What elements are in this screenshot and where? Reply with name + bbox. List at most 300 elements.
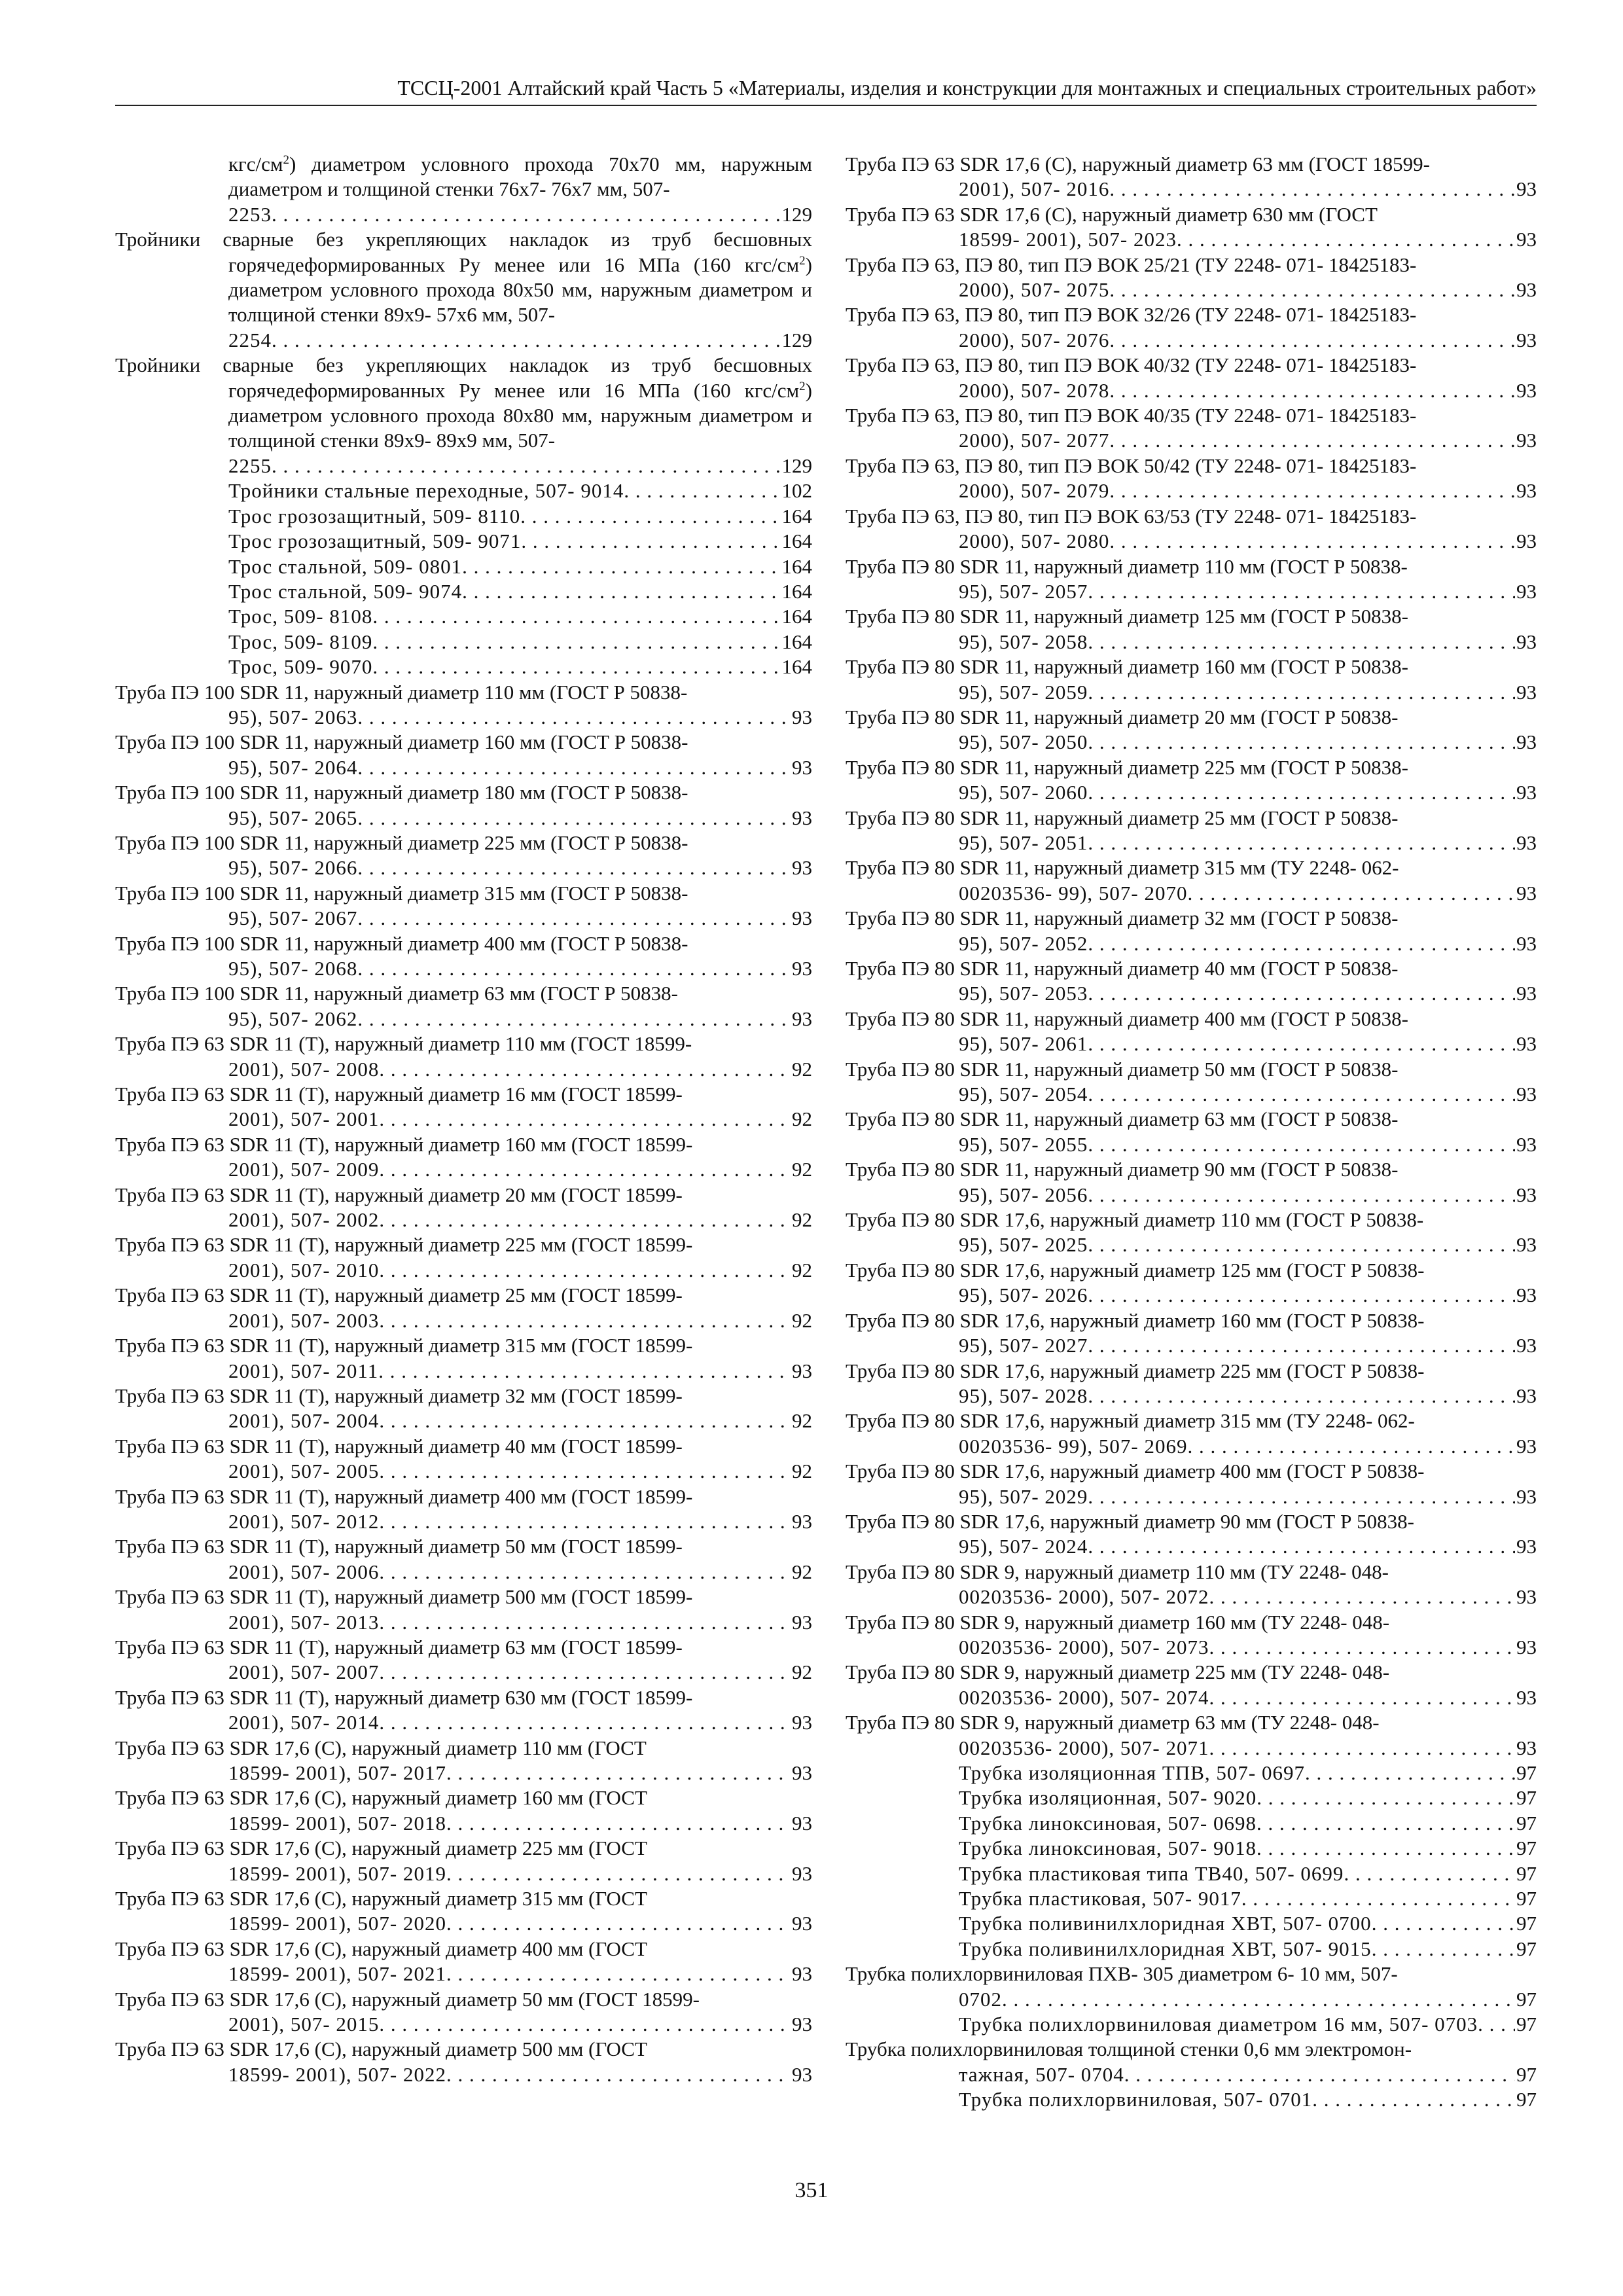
- index-entry-text: Трубка полихлорвиниловая толщиной стенки 0,6 мм электромон-: [846, 2037, 1412, 2061]
- index-entry-text: Труба ПЭ 80 SDR 17,6, наружный диаметр 160 мм (ГОСТ Р 50838-: [846, 1308, 1425, 1332]
- index-entry-line: [228, 579, 812, 604]
- index-entry-tail: 95), 507- 2051 . . .: [959, 831, 1515, 855]
- index-entry-tail: 95), 507- 2061 . . .: [959, 1031, 1515, 1056]
- index-entry-text: Труба ПЭ 80 SDR 17,6, наружный диаметр 125 мм (ГОСТ Р 50838-: [846, 1258, 1425, 1282]
- index-entry-line: [228, 705, 812, 730]
- index-entry-text: Труба ПЭ 63 SDR 17,6 (С), наружный диаметр 63 мм (ГОСТ 18599-: [846, 152, 1430, 175]
- index-entry-tail: 95), 507- 2063 . . .: [228, 705, 791, 730]
- index-entry-line: [228, 1359, 812, 1384]
- index-entry-text: Труба ПЭ 80 SDR 11, наружный диаметр 63 мм (ГОСТ Р 50838-: [846, 1107, 1399, 1131]
- index-entry-line: [959, 2087, 1537, 2112]
- index-entry: [846, 504, 1537, 554]
- index-entry: [846, 554, 1537, 605]
- index-entry-text: Труба ПЭ 63, ПЭ 80, тип ПЭ ВОК 63/53 (ТУ 2248- 071- 18425183-: [846, 504, 1417, 528]
- page-reference: 93: [1516, 1233, 1537, 1257]
- page-reference: 97: [1516, 1887, 1537, 1910]
- index-entry-text: Труба ПЭ 63 SDR 11 (Т), наружный диаметр 630 мм (ГОСТ 18599-: [115, 1685, 693, 1709]
- page-reference: 97: [1516, 1937, 1537, 1960]
- index-entry: [846, 855, 1537, 906]
- index-entry-tail: Трубка линоксиновая, 507- 9018 . . .: [959, 1836, 1515, 1861]
- index-entry-text: Труба ПЭ 63 SDR 11 (Т), наружный диаметр 160 мм (ГОСТ 18599-: [115, 1132, 693, 1156]
- index-entry: [846, 655, 1537, 705]
- index-entry-tail: 00203536- 2000), 507- 2074 . . .: [959, 1685, 1515, 1710]
- index-entry-line: [959, 1534, 1537, 1559]
- index-entry-line: [228, 202, 812, 227]
- index-entry: [115, 1333, 812, 1384]
- index-entry: [115, 981, 812, 1031]
- index-entry: [115, 1132, 812, 1183]
- index-entry: [115, 1082, 812, 1132]
- index-entry-text: Труба ПЭ 63 SDR 11 (Т), наружный диаметр 32 мм (ГОСТ 18599-: [115, 1384, 683, 1407]
- index-entry-tail: Трубка изоляционная ТПВ, 507- 0697 . . .: [959, 1761, 1515, 1785]
- index-entry-line: [959, 1736, 1537, 1761]
- page-reference: 93: [1516, 228, 1537, 251]
- index-entry-tail: 95), 507- 2052 . . .: [959, 931, 1515, 956]
- index-entry: [846, 1660, 1537, 1710]
- index-entry-line: [959, 1635, 1537, 1660]
- page-reference: 93: [1516, 328, 1537, 351]
- index-entry-text: Труба ПЭ 100 SDR 11, наружный диаметр 400 мм (ГОСТ Р 50838-: [115, 931, 688, 955]
- index-entry-text: Труба ПЭ 80 SDR 9, наружный диаметр 225 мм (ТУ 2248- 048-: [846, 1660, 1390, 1684]
- index-entry: [846, 1836, 1537, 1861]
- index-entry-tail: Трубка полихлорвиниловая диаметром 16 мм, 507- 0703 . . .: [959, 2012, 1515, 2037]
- index-entry-tail: 00203536- 2000), 507- 2073 . . .: [959, 1635, 1515, 1660]
- page-reference: 93: [1516, 1334, 1537, 1357]
- page-reference: 93: [792, 755, 812, 779]
- superscript-two: 2: [799, 253, 806, 268]
- index-entry: [115, 478, 812, 503]
- index-entry-line: [228, 1057, 812, 1082]
- index-entry-line: [959, 1183, 1537, 1208]
- index-entry-line: [228, 1208, 812, 1232]
- index-entry: [846, 1937, 1537, 1962]
- index-entry: [115, 730, 812, 780]
- index-entry-tail: 95), 507- 2062 . . .: [228, 1007, 791, 1031]
- index-entry-tail: тажная, 507- 0704 . . .: [959, 2062, 1515, 2087]
- index-entry-tail: 2000), 507- 2076 . . .: [959, 328, 1515, 353]
- index-entry-line: [959, 981, 1537, 1006]
- index-entry-text: Труба ПЭ 63, ПЭ 80, тип ПЭ ВОК 50/42 (ТУ 2248- 071- 18425183-: [846, 454, 1417, 477]
- index-entry-line: [228, 655, 812, 679]
- index-entry-text: Труба ПЭ 100 SDR 11, наружный диаметр 315 мм (ГОСТ Р 50838-: [115, 881, 688, 905]
- index-entry-text: Труба ПЭ 100 SDR 11, наружный диаметр 180 мм (ГОСТ Р 50838-: [115, 781, 688, 804]
- page-reference: 129: [781, 454, 812, 477]
- page-reference: 93: [792, 1610, 812, 1634]
- index-entry-line: [959, 478, 1537, 503]
- index-entry-line: [959, 1987, 1537, 2012]
- index-entry: [846, 1509, 1537, 1560]
- index-entry-text: Труба ПЭ 63 SDR 11 (Т), наружный диаметр 315 мм (ГОСТ 18599-: [115, 1334, 693, 1357]
- index-entry: [115, 554, 812, 579]
- index-entry: [115, 529, 812, 554]
- page-reference: 93: [1516, 630, 1537, 653]
- index-entry-line: [959, 1232, 1537, 1257]
- index-entry-line: [959, 1785, 1537, 1810]
- index-entry-tail: 2001), 507- 2012 . . .: [228, 1509, 791, 1534]
- index-entry: [846, 1157, 1537, 1208]
- index-entry: [846, 705, 1537, 755]
- index-entry-line: [959, 1585, 1537, 1609]
- index-entry: [846, 302, 1537, 353]
- index-entry-text: Труба ПЭ 80 SDR 17,6, наружный диаметр 90 мм (ГОСТ Р 50838-: [846, 1509, 1414, 1533]
- index-entry: [846, 1308, 1537, 1359]
- index-entry-tail: 2001), 507- 2001 . . .: [228, 1107, 791, 1132]
- index-entry-tail: 95), 507- 2028 . . .: [959, 1384, 1515, 1408]
- index-entry-tail: 2253 . . .: [228, 202, 781, 227]
- index-entry-tail: 2001), 507- 2004 . . .: [228, 1408, 791, 1433]
- index-entry-tail: 18599- 2001), 507- 2019 . . .: [228, 1861, 791, 1886]
- index-entry-text: Труба ПЭ 100 SDR 11, наружный диаметр 110 мм (ГОСТ Р 50838-: [115, 680, 688, 704]
- page-reference: 92: [792, 1308, 812, 1332]
- page-reference: 93: [792, 1007, 812, 1030]
- index-entry-tail: 2255 . . .: [228, 454, 781, 478]
- index-entry-tail: Трос грозозащитный, 509- 8110 . . .: [228, 504, 781, 529]
- index-entry-tail: 95), 507- 2054 . . .: [959, 1082, 1515, 1107]
- page-reference: 92: [792, 1660, 812, 1684]
- page-reference: 92: [792, 1208, 812, 1232]
- index-entry-text: Трубка полихлорвиниловая ПХВ- 305 диаметром 6- 10 мм, 507-: [846, 1962, 1398, 1986]
- index-entry-line: [228, 1408, 812, 1433]
- page-reference: 97: [1516, 1811, 1537, 1835]
- index-entry: [846, 152, 1537, 202]
- index-entry: [115, 1736, 812, 1786]
- index-entry: [846, 1962, 1537, 2012]
- index-entry-line: [959, 428, 1537, 453]
- index-entry-line: [959, 2012, 1537, 2037]
- index-entry-line: [959, 227, 1537, 252]
- index-entry-line: [959, 1911, 1537, 1936]
- page-reference: 93: [1516, 529, 1537, 553]
- index-entry-tail: 95), 507- 2055 . . .: [959, 1132, 1515, 1157]
- index-entry-tail: 95), 507- 2025 . . .: [959, 1232, 1515, 1257]
- index-entry-line: [959, 680, 1537, 705]
- index-entry-tail: 2000), 507- 2080 . . .: [959, 529, 1515, 554]
- index-entry-line: [228, 478, 812, 503]
- index-entry-tail: 18599- 2001), 507- 2021 . . .: [228, 1962, 791, 1986]
- index-entry-line: [228, 956, 812, 981]
- index-entry-text: Труба ПЭ 80 SDR 11, наружный диаметр 160 мм (ГОСТ Р 50838-: [846, 655, 1409, 679]
- index-entry: [115, 353, 812, 478]
- index-entry-text: Труба ПЭ 63 SDR 11 (Т), наружный диаметр 16 мм (ГОСТ 18599-: [115, 1083, 683, 1106]
- index-entry: [115, 2037, 812, 2087]
- index-entry: [846, 1258, 1537, 1308]
- index-entry-text: Труба ПЭ 63 SDR 11 (Т), наружный диаметр 50 мм (ГОСТ 18599-: [115, 1535, 683, 1558]
- index-entry-line: [959, 1434, 1537, 1459]
- index-entry-tail: 95), 507- 2057 . . .: [959, 579, 1515, 604]
- index-entry-tail: 2001), 507- 2014 . . .: [228, 1710, 791, 1735]
- page-reference: 93: [1516, 378, 1537, 402]
- index-entry: [846, 1408, 1537, 1459]
- page-reference: 93: [792, 957, 812, 980]
- index-column-right: [846, 152, 1537, 2113]
- index-entry-tail: 95), 507- 2056 . . .: [959, 1183, 1515, 1208]
- index-entry-text: Труба ПЭ 100 SDR 11, наружный диаметр 225 мм (ГОСТ Р 50838-: [115, 831, 688, 854]
- page-reference: 97: [1516, 1786, 1537, 1810]
- index-entry-text: Труба ПЭ 63 SDR 11 (Т), наружный диаметр 25 мм (ГОСТ 18599-: [115, 1283, 683, 1307]
- index-entry-tail: 0702 . . .: [959, 1987, 1515, 2012]
- page-reference: 97: [1516, 2062, 1537, 2086]
- page-reference: 164: [781, 655, 812, 679]
- index-entry-line: [959, 2062, 1537, 2087]
- page-reference: 93: [1516, 579, 1537, 603]
- index-entry: [115, 1484, 812, 1535]
- page-reference: 93: [1516, 831, 1537, 854]
- index-entry-line: [228, 806, 812, 831]
- index-entry-tail: 18599- 2001), 507- 2018 . . .: [228, 1811, 791, 1836]
- index-entry-line: [959, 1333, 1537, 1358]
- index-entry-line: [959, 1384, 1537, 1408]
- index-entry-line: [228, 755, 812, 780]
- index-entry-line: [228, 1157, 812, 1182]
- index-entry-line: [228, 1560, 812, 1585]
- index-entry-tail: 2000), 507- 2075 . . .: [959, 278, 1515, 302]
- index-entry-tail: 2254 . . .: [228, 328, 781, 353]
- index-entry-tail: 2001), 507- 2008 . . .: [228, 1057, 791, 1082]
- index-entry-text: Труба ПЭ 63 SDR 11 (Т), наружный диаметр 110 мм (ГОСТ 18599-: [115, 1032, 692, 1056]
- page-reference: 93: [1516, 730, 1537, 754]
- index-entry: [115, 1635, 812, 1685]
- header-rule: [115, 105, 1537, 106]
- page-reference: 93: [1516, 479, 1537, 503]
- page-reference: 93: [792, 1962, 812, 1986]
- index-entry-tail: 18599- 2001), 507- 2020 . . .: [228, 1911, 791, 1936]
- page-reference: 97: [1516, 1912, 1537, 1935]
- index-entry-line: [228, 554, 812, 579]
- index-entry: [115, 655, 812, 679]
- page-reference: 93: [792, 1861, 812, 1885]
- page-reference: 93: [792, 1912, 812, 1935]
- index-entry-text: Труба ПЭ 80 SDR 17,6, наружный диаметр 400 мм (ГОСТ Р 50838-: [846, 1460, 1425, 1483]
- index-entry-line: [959, 529, 1537, 554]
- index-entry-text: Труба ПЭ 63 SDR 17,6 (С), наружный диаметр 400 мм (ГОСТ: [115, 1937, 647, 1960]
- index-entry: [115, 152, 812, 227]
- page-reference: 93: [1516, 1685, 1537, 1709]
- index-entry-text: Труба ПЭ 63 SDR 17,6 (С), наружный диаметр 630 мм (ГОСТ: [846, 202, 1378, 226]
- index-entry: [846, 253, 1537, 303]
- page-reference: 93: [1516, 781, 1537, 804]
- index-entry: [115, 1534, 812, 1585]
- index-entry-line: [228, 529, 812, 554]
- page-reference: 97: [1516, 2013, 1537, 2036]
- page-reference: 93: [792, 1811, 812, 1835]
- index-entry: [846, 956, 1537, 1007]
- index-entry-tail: Трос грозозащитный, 509- 9071 . . .: [228, 529, 781, 554]
- index-entry-tail: Трос стальной, 509- 9074 . . .: [228, 579, 781, 604]
- index-entry: [846, 1861, 1537, 1886]
- page-reference: 93: [1516, 1283, 1537, 1307]
- index-entry-text: Труба ПЭ 63 SDR 17,6 (С), наружный диаметр 225 мм (ГОСТ: [115, 1837, 647, 1860]
- index-entry-text: Труба ПЭ 80 SDR 11, наружный диаметр 90 мм (ГОСТ Р 50838-: [846, 1158, 1399, 1181]
- page-reference: 93: [792, 1761, 812, 1784]
- index-entry: [115, 1886, 812, 1937]
- index-entry-tail: 95), 507- 2064 . . .: [228, 755, 791, 780]
- index-entry-tail: 2000), 507- 2079 . . .: [959, 478, 1515, 503]
- index-entry-tail: Трос, 509- 8108 . . .: [228, 604, 781, 629]
- index-entry-tail: 2001), 507- 2002 . . .: [228, 1208, 791, 1232]
- index-entry: [846, 2012, 1537, 2037]
- page-reference: 102: [781, 479, 812, 503]
- page-reference: 93: [1516, 429, 1537, 452]
- index-entry: [115, 831, 812, 881]
- index-entry-line: [959, 1283, 1537, 1308]
- index-entry-text: Труба ПЭ 63 SDR 17,6 (С), наружный диаметр 315 мм (ГОСТ: [115, 1887, 647, 1910]
- index-entry-tail: 95), 507- 2066 . . .: [228, 855, 791, 880]
- page-reference: 97: [1516, 1861, 1537, 1885]
- index-entry: [846, 1886, 1537, 1911]
- index-entry-text: Труба ПЭ 63 SDR 17,6 (С), наружный диаметр 500 мм (ГОСТ: [115, 2037, 647, 2061]
- page-reference: 93: [1516, 1535, 1537, 1558]
- index-entry-text: Труба ПЭ 80 SDR 11, наружный диаметр 315 мм (ТУ 2248- 062-: [846, 856, 1399, 880]
- index-entry-tail: 95), 507- 2068 . . .: [228, 956, 791, 981]
- page-reference: 129: [781, 328, 812, 351]
- page-reference: 97: [1516, 1837, 1537, 1860]
- page-reference: 92: [792, 1107, 812, 1131]
- index-entry-text: Труба ПЭ 100 SDR 11, наружный диаметр 160 мм (ГОСТ Р 50838-: [115, 730, 688, 754]
- index-entry-tail: 00203536- 99), 507- 2070 . . .: [959, 881, 1515, 906]
- index-entry-text: Труба ПЭ 63 SDR 11 (Т), наружный диаметр 40 мм (ГОСТ 18599-: [115, 1434, 683, 1458]
- index-column-left: [115, 152, 812, 2087]
- index-entry-line: [959, 730, 1537, 755]
- index-entry: [115, 680, 812, 730]
- index-entry-text: Труба ПЭ 63, ПЭ 80, тип ПЭ ВОК 40/32 (ТУ 2248- 071- 18425183-: [846, 353, 1417, 377]
- index-entry-text: Труба ПЭ 80 SDR 11, наружный диаметр 50 мм (ГОСТ Р 50838-: [846, 1057, 1399, 1081]
- page-reference: 97: [1516, 1987, 1537, 2011]
- index-entry-tail: 95), 507- 2053 . . .: [959, 981, 1515, 1006]
- index-entry: [115, 1434, 812, 1484]
- index-entry-tail: 95), 507- 2024 . . .: [959, 1534, 1515, 1559]
- page-reference: 93: [1516, 1585, 1537, 1609]
- index-entry-tail: 95), 507- 2026 . . .: [959, 1283, 1515, 1308]
- index-entry-line: [959, 630, 1537, 655]
- index-entry-text: Труба ПЭ 80 SDR 11, наружный диаметр 25 мм (ГОСТ Р 50838-: [846, 806, 1399, 829]
- index-entry: [115, 604, 812, 629]
- page-reference: 93: [1516, 1635, 1537, 1659]
- index-entry: [846, 202, 1537, 253]
- index-entry-line: [959, 1761, 1537, 1785]
- page-reference: 164: [781, 605, 812, 628]
- index-entry-tail: Трос, 509- 9070 . . .: [228, 655, 781, 679]
- index-entry-line: [228, 454, 812, 478]
- page-reference: 93: [1516, 278, 1537, 302]
- index-entry-tail: 2000), 507- 2078 . . .: [959, 378, 1515, 403]
- index-entry-tail: Трубка пластиковая, 507- 9017 . . .: [959, 1886, 1515, 1911]
- page-reference: 92: [792, 1460, 812, 1483]
- index-entry-text: Труба ПЭ 100 SDR 11, наружный диаметр 63 мм (ГОСТ Р 50838-: [115, 982, 679, 1005]
- page-reference: 93: [1516, 1736, 1537, 1759]
- index-entry: [846, 1459, 1537, 1509]
- index-entry: [846, 1359, 1537, 1409]
- index-entry-line: [959, 1886, 1537, 1911]
- index-entry-line: [959, 1484, 1537, 1509]
- index-entry: [115, 1937, 812, 1987]
- index-entry-line: [228, 1962, 812, 1986]
- index-entry-line: [228, 1610, 812, 1635]
- index-entry-line: [959, 1861, 1537, 1886]
- page-reference: 97: [1516, 2088, 1537, 2111]
- index-entry-tail: Трубка изоляционная, 507- 9020 . . .: [959, 1785, 1515, 1810]
- index-entry: [846, 1785, 1537, 1810]
- index-entry-line: [228, 1761, 812, 1785]
- index-entry: [115, 579, 812, 604]
- index-entry-text: Труба ПЭ 63 SDR 11 (Т), наружный диаметр 20 мм (ГОСТ 18599-: [115, 1183, 683, 1206]
- index-entry: [846, 604, 1537, 655]
- index-entry-tail: 2001), 507- 2005 . . .: [228, 1459, 791, 1484]
- index-entry-text: Труба ПЭ 80 SDR 11, наружный диаметр 110 мм (ГОСТ Р 50838-: [846, 554, 1408, 578]
- index-entry-line: [228, 1660, 812, 1685]
- index-entry: [115, 1031, 812, 1082]
- index-entry-line: [959, 881, 1537, 906]
- page-reference: 93: [792, 1711, 812, 1734]
- index-entry-tail: 00203536- 2000), 507- 2071 . . .: [959, 1736, 1515, 1761]
- page-reference: 164: [781, 579, 812, 603]
- index-entry-tail: 2001), 507- 2007 . . .: [228, 1660, 791, 1685]
- index-entry-line: [228, 1258, 812, 1283]
- index-entry-line: [228, 328, 812, 353]
- index-entry-tail: 2001), 507- 2003 . . .: [228, 1308, 791, 1333]
- index-entry-line: [228, 1509, 812, 1534]
- index-entry: [846, 454, 1537, 504]
- index-entry-line: [228, 1861, 812, 1886]
- page-reference: 93: [792, 2062, 812, 2086]
- index-entry-tail: 18599- 2001), 507- 2017 . . .: [228, 1761, 791, 1785]
- index-entry: [846, 1007, 1537, 1057]
- index-entry-tail: 00203536- 2000), 507- 2072 . . .: [959, 1585, 1515, 1609]
- index-entry-line: [959, 1937, 1537, 1962]
- index-entry: [115, 1232, 812, 1283]
- index-entry-text: Труба ПЭ 80 SDR 11, наружный диаметр 225 мм (ГОСТ Р 50838-: [846, 755, 1409, 779]
- index-entry-text: Труба ПЭ 80 SDR 17,6, наружный диаметр 110 мм (ГОСТ Р 50838-: [846, 1208, 1424, 1232]
- index-entry-line: [959, 177, 1537, 202]
- page-reference: 93: [1516, 931, 1537, 955]
- page-reference: 93: [792, 806, 812, 829]
- index-entry-tail: 2001), 507- 2011 . . .: [228, 1359, 791, 1384]
- index-entry-text: Труба ПЭ 63 SDR 11 (Т), наружный диаметр 225 мм (ГОСТ 18599-: [115, 1233, 693, 1257]
- index-entry: [115, 630, 812, 655]
- index-entry: [115, 1685, 812, 1736]
- index-entry-line: [228, 906, 812, 931]
- index-entry-text: Труба ПЭ 80 SDR 11, наружный диаметр 20 мм (ГОСТ Р 50838-: [846, 705, 1399, 728]
- index-entry: [115, 1585, 812, 1635]
- index-entry-line: [959, 1685, 1537, 1710]
- index-entry: [846, 403, 1537, 454]
- index-entry-line: [228, 1911, 812, 1936]
- index-entry: [846, 1560, 1537, 1610]
- index-entry-text: Труба ПЭ 63 SDR 11 (Т), наружный диаметр 500 мм (ГОСТ 18599-: [115, 1585, 693, 1609]
- index-entry: [115, 1836, 812, 1886]
- index-entry: [115, 780, 812, 831]
- index-entry-tail: Трубка полихлорвиниловая, 507- 0701 . . .: [959, 2087, 1515, 2112]
- index-entry-line: [959, 1836, 1537, 1861]
- index-entry-tail: Трубка поливинилхлоридная ХВТ, 507- 9015 . . .: [959, 1937, 1515, 1962]
- index-entry: [846, 2087, 1537, 2112]
- page-reference: 93: [1516, 1132, 1537, 1156]
- page-reference: 93: [1516, 1384, 1537, 1407]
- index-entry-tail: 95), 507- 2067 . . .: [228, 906, 791, 931]
- index-entry-line: [959, 378, 1537, 403]
- index-entry: [846, 1710, 1537, 1761]
- index-entry-tail: 95), 507- 2060 . . .: [959, 780, 1515, 805]
- page-reference: 93: [1516, 1083, 1537, 1106]
- index-entry: [115, 1283, 812, 1333]
- page-reference: 164: [781, 630, 812, 653]
- running-header: ТССЦ-2001 Алтайский край Часть 5 «Материалы, изделия и конструкции для монтажных и специальных строительных работ»: [397, 76, 1537, 99]
- index-entry-tail: Тройники стальные переходные, 507- 9014 . . .: [228, 478, 781, 503]
- index-entry-tail: 00203536- 99), 507- 2069 . . .: [959, 1434, 1515, 1459]
- index-entry-line: [959, 1811, 1537, 1836]
- index-entry-line: [959, 579, 1537, 604]
- index-entry-line: [959, 831, 1537, 855]
- index-entry-tail: 2001), 507- 2006 . . .: [228, 1560, 791, 1585]
